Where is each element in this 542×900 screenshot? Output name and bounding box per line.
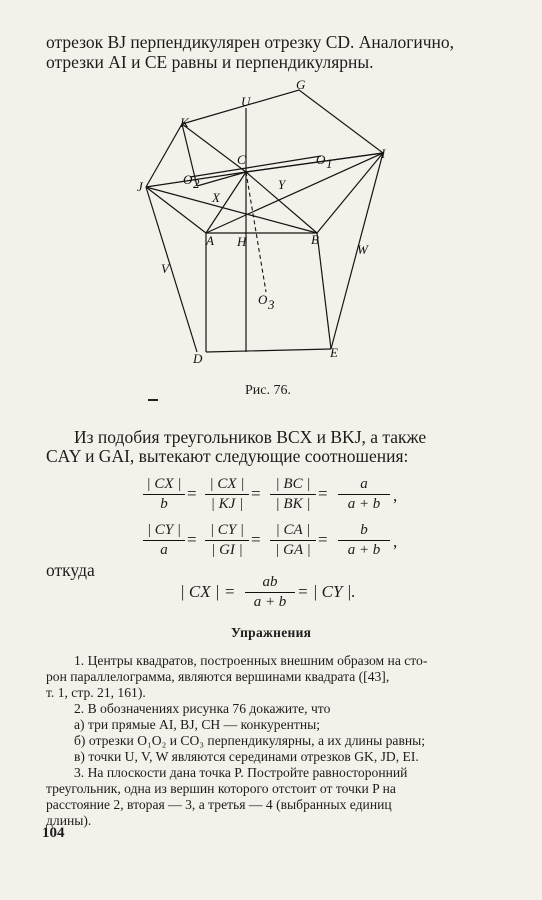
eq2-equals-2: = — [251, 530, 261, 549]
eq2-fraction-4 — [338, 522, 390, 559]
eq1-f1-den: b — [160, 496, 168, 512]
label-a: A — [206, 233, 214, 248]
eq1-fraction-1 — [143, 476, 185, 513]
label-w: W — [357, 242, 368, 257]
eq1-f4-num: a — [338, 476, 390, 495]
exercise-line-9: треугольник, одна из вершин которого отстоит от точки P на — [46, 781, 396, 796]
label-j: J — [137, 179, 143, 194]
eq3-fraction — [245, 574, 295, 611]
eq2-f1-den: a — [160, 542, 168, 558]
label-g: G — [296, 77, 306, 92]
label-o3-sub: 3 — [268, 297, 275, 312]
exercise-line-3: т. 1, стр. 21, 161). — [46, 685, 146, 700]
exercise-line-5: а) три прямые AI, BJ, CH — конкурентны; — [74, 717, 321, 732]
exercise-line-4: 2. В обозначениях рисунка 76 докажите, что — [74, 701, 331, 716]
label-o2-sub: 2 — [193, 176, 200, 191]
eq1-fraction-2 — [205, 476, 249, 513]
eq1-f4-den: a + b — [347, 496, 381, 512]
eq2-equals-3: = — [318, 530, 328, 549]
eq1-fraction-3 — [270, 476, 316, 513]
geometry-figure-76 — [120, 72, 430, 372]
eq2-equals-1: = — [187, 530, 197, 549]
label-x: X — [212, 190, 220, 205]
exercise-line-2: рон параллелограмма, являются вершинами квадрата ([43], — [46, 669, 390, 684]
eq2-f4-num: b — [338, 522, 390, 541]
eq2-tail: , — [393, 532, 398, 551]
otkuda-word: откуда — [46, 560, 95, 580]
label-h: H — [237, 234, 247, 249]
label-k: K — [180, 115, 189, 130]
eq3-num: ab — [245, 574, 295, 593]
page-number: 104 — [42, 825, 65, 841]
intro-line-1: отрезок BJ перпендикулярен отрезку CD. Аналогично, — [46, 32, 455, 52]
label-b: B — [311, 232, 319, 247]
eq2-f3-num: | CA | — [270, 522, 316, 541]
eq1-f1-num: | CX | — [143, 476, 185, 495]
label-e: E — [330, 345, 338, 360]
eq2-f2-den: | GI | — [211, 542, 243, 558]
label-d: D — [193, 351, 203, 366]
exercise-line-10: расстояние 2, вторая — 3, а третья — 4 (выбранных единиц — [46, 797, 392, 812]
eq1-equals-2: = — [251, 484, 261, 503]
eq3-den: a + b — [253, 594, 287, 610]
label-o3: O — [258, 292, 268, 307]
eq1-f2-num: | CX | — [205, 476, 249, 495]
para2-line-2: CAY и GAI, вытекают следующие соотношения: — [46, 446, 409, 466]
exercise-line-7: в) точки U, V, W являются серединами отрезков GK, JD, EI. — [74, 749, 419, 764]
eq2-fraction-3 — [270, 522, 316, 559]
exercise-line-1: 1. Центры квадратов, построенных внешним образом на сто- — [74, 653, 428, 668]
exercise-line-8: 3. На плоскости дана точка P. Постройте равносторонний — [74, 765, 408, 780]
eq2-f2-num: | CY | — [205, 522, 249, 541]
eq2-f1-num: | CY | — [143, 522, 185, 541]
eq1-f3-num: | BC | — [270, 476, 316, 495]
eq3-right: = | CY |. — [297, 582, 356, 601]
eq1-tail: , — [393, 486, 398, 505]
figure-point-labels — [137, 77, 386, 366]
para2-line-1: Из подобия треугольников BCX и BKJ, а также — [74, 427, 427, 447]
label-o1: O — [316, 152, 326, 167]
label-y: Y — [278, 177, 286, 192]
eq2-f4-den: a + b — [347, 542, 381, 558]
eq3-left: | CX | = — [180, 582, 236, 601]
intro-line-2: отрезки AI и CE равны и перпендикулярны. — [46, 52, 374, 72]
stray-mark — [148, 399, 158, 401]
eq2-fraction-1 — [143, 522, 185, 559]
eq1-f3-den: | BK | — [275, 496, 311, 512]
label-o1-sub: 1 — [326, 156, 333, 171]
label-i: I — [381, 146, 386, 161]
exercise-line-11: длины). — [46, 813, 92, 828]
label-v: V — [161, 261, 169, 276]
eq1-equals-3: = — [318, 484, 328, 503]
eq2-f3-den: | GA | — [275, 542, 311, 558]
eq1-f2-den: | KJ | — [210, 496, 244, 512]
dashed-line-co3 — [246, 172, 266, 292]
exercises-heading: Упражнения — [231, 625, 312, 640]
eq1-fraction-4 — [338, 476, 390, 513]
label-c: C — [237, 152, 246, 167]
exercise-line-6: б) отрезки O₁O₂ и CO₃ перпендикулярны, а их длины равны; — [74, 733, 426, 748]
figure-caption: Рис. 76. — [245, 383, 291, 398]
label-u: U — [241, 94, 251, 109]
eq2-fraction-2 — [205, 522, 249, 559]
label-o2: O — [183, 172, 193, 187]
eq1-equals-1: = — [187, 484, 197, 503]
